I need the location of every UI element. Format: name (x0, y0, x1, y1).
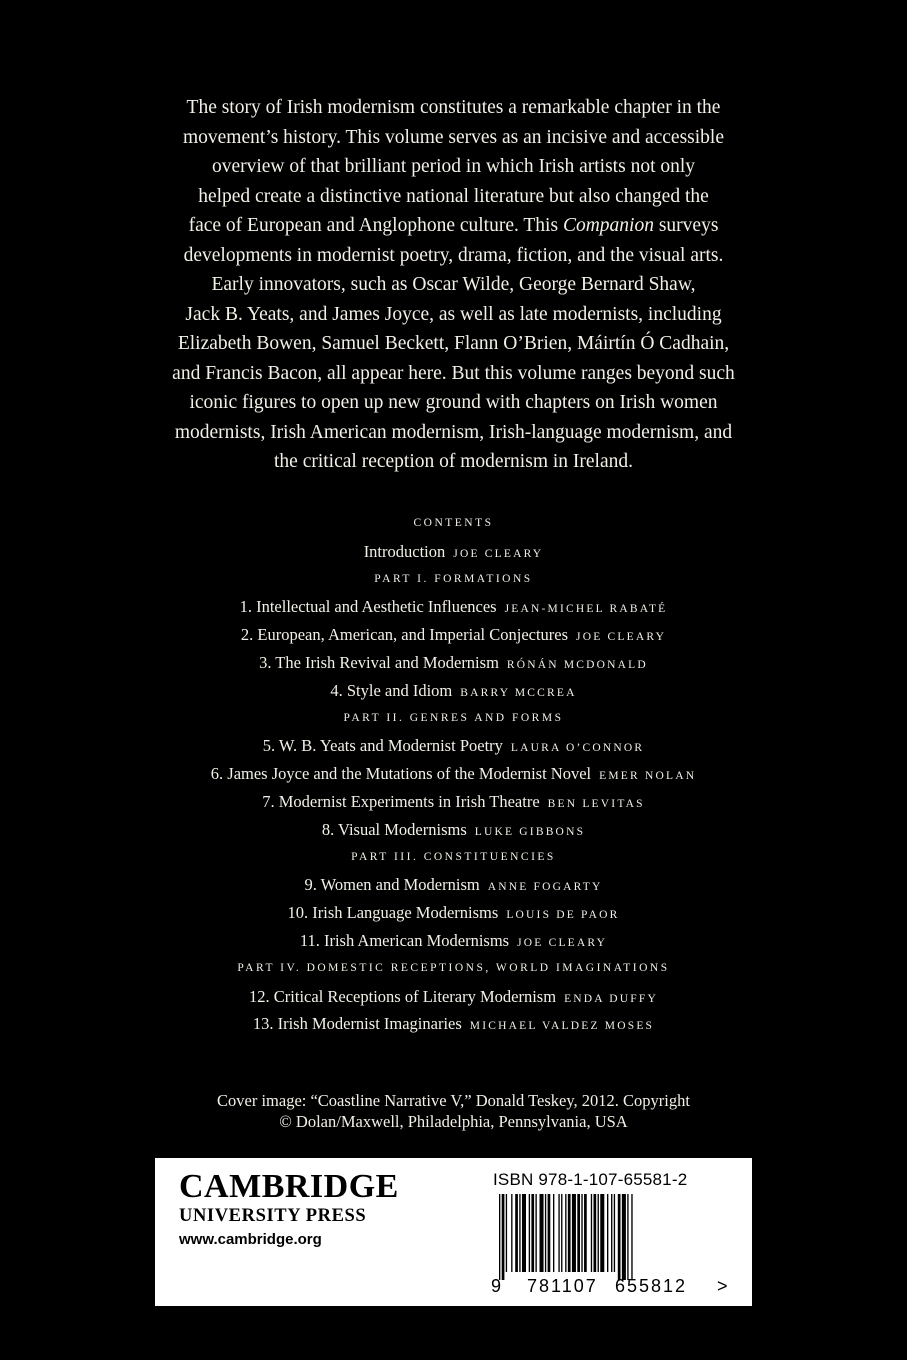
barcode-bar (499, 1194, 500, 1280)
barcode-bar (506, 1194, 507, 1272)
barcode-bar (627, 1194, 628, 1280)
toc-entry (40, 927, 867, 955)
publisher-logo (179, 1168, 399, 1253)
barcode-bar (614, 1194, 615, 1272)
barcode-bar (607, 1194, 608, 1272)
toc-entry (40, 593, 867, 621)
blurb-line: overview of that brilliant period in which Irish artists not only (211, 156, 696, 177)
toc-entry (40, 983, 867, 1011)
toc-entry (40, 677, 867, 705)
barcode-bar (584, 1194, 587, 1272)
toc-chapter-title: 7. Modernist Experiments in Irish Theatre (262, 791, 540, 811)
barcode-bar (600, 1194, 604, 1272)
barcode-bar (511, 1194, 512, 1272)
blurb-line: iconic figures to open up new ground with chapters on Irish women (189, 392, 718, 413)
blurb-line: face of European and Anglophone culture. This Companion surveys (188, 215, 719, 236)
barcode-digits: 9 (491, 1276, 504, 1296)
isbn-label: ISBN 978-1-107-65581-2 (493, 1170, 688, 1189)
blurb-line: Early innovators, such as Oscar Wilde, George Bernard Shaw, (211, 274, 696, 295)
barcode-digits: 781107 (527, 1276, 598, 1296)
toc-chapter-title: 8. Visual Modernisms (321, 819, 467, 839)
barcode-bar (522, 1194, 526, 1272)
toc-chapter-author: JOE CLEARY (517, 936, 608, 949)
toc-part-heading: PART I. FORMATIONS (374, 572, 533, 585)
barcode-bar (515, 1194, 518, 1272)
toc-chapter-author: BEN LEVITAS (547, 797, 645, 810)
toc-chapter-author: ANNE FOGARTY (487, 881, 603, 894)
toc-chapter-title: 6. James Joyce and the Mutations of the Modernist Novel (210, 764, 592, 784)
toc-chapter-author: LAURA O’CONNOR (510, 742, 645, 755)
toc-part-heading: PART IV. DOMESTIC RECEPTIONS, WORLD IMAGINATIONS (237, 961, 670, 974)
toc-entry (40, 1010, 867, 1038)
imprint-panel (155, 1158, 752, 1306)
barcode-bar (581, 1194, 582, 1272)
toc-chapter-author: EMER NOLAN (599, 770, 697, 783)
toc-chapter-title: 11. Irish American Modernisms (299, 930, 510, 950)
publisher-name: CAMBRIDGE (179, 1168, 399, 1205)
barcode-digits: > (717, 1276, 730, 1296)
barcode-bar (611, 1194, 612, 1272)
blurb-line: Jack B. Yeats, and James Joyce, as well as late modernists, including (185, 303, 722, 325)
toc-entry (40, 732, 867, 760)
toc-chapter-author: JOE CLEARY (576, 631, 667, 644)
barcode-bar (553, 1194, 554, 1272)
toc-entry (40, 649, 867, 677)
barcode-bar (622, 1194, 626, 1280)
blurb-line: movement’s history. This volume serves as an incisive and accessible (182, 126, 724, 148)
toc-entry (40, 871, 867, 899)
barcode-bar (577, 1194, 580, 1272)
barcode-bar (568, 1194, 571, 1272)
barcode-bar (548, 1194, 551, 1272)
barcode-bar (558, 1194, 559, 1272)
blurb-line: The story of Irish modernism constitutes a remarkable chapter in the (186, 97, 721, 118)
blurb-line: and Francis Bacon, all appear here. But this volume ranges beyond such (172, 362, 735, 384)
toc-chapter-title: Introduction (363, 541, 446, 561)
barcode-bar (598, 1194, 599, 1272)
credit-line-2: © Dolan/Maxwell, Philadelphia, Pennsylvania, USA (279, 1112, 628, 1131)
credit-line-1: Cover image: “Coastline Narrative V,” Donald Teskey, 2012. Copyright (217, 1091, 690, 1110)
blurb-line: modernists, Irish American modernism, Irish-language modernism, and (174, 421, 733, 443)
blurb-italic-title: Companion (562, 215, 654, 236)
toc-chapter-title: 13. Irish Modernist Imaginaries (252, 1014, 462, 1034)
barcode-bar (591, 1194, 592, 1272)
barcode-bar (502, 1194, 505, 1280)
cover-image-credit (80, 1090, 827, 1132)
barcode-bar (519, 1194, 520, 1272)
barcode-bar (535, 1194, 536, 1272)
toc-part-heading: PART III. CONSTITUENCIES (351, 850, 556, 863)
barcode-bar (565, 1194, 566, 1272)
toc-chapter-author: LOUIS DE PAOR (506, 909, 620, 922)
barcode-bar (618, 1194, 621, 1280)
toc-entry (40, 621, 867, 649)
toc-chapter-author: BARRY MCCREA (460, 686, 577, 699)
toc-entry (40, 538, 867, 566)
barcode-graphic (491, 1194, 731, 1296)
toc-entry (40, 816, 867, 844)
toc-chapter-author: LUKE GIBBONS (474, 825, 586, 838)
toc-chapter-title: 2. European, American, and Imperial Conjectures (240, 625, 569, 645)
barcode-bar (531, 1194, 534, 1272)
table-of-contents (40, 510, 867, 1038)
toc-chapter-author: ENDA DUFFY (564, 992, 658, 1005)
toc-part-heading: PART II. GENRES AND FORMS (343, 711, 564, 724)
toc-chapter-title: 4. Style and Idiom (330, 680, 453, 700)
barcode-bar (529, 1194, 530, 1272)
toc-chapter-title: 10. Irish Language Modernisms (287, 903, 499, 923)
blurb-line: the critical reception of modernism in Ireland. (274, 451, 633, 472)
barcode-bar (594, 1194, 597, 1272)
toc-chapter-author: RÓNÁN MCDONALD (506, 658, 648, 671)
barcode-bar (572, 1194, 576, 1272)
toc-chapter-author: JOE CLEARY (453, 547, 544, 560)
blurb-line: developments in modernist poetry, drama, fiction, and the visual arts. (183, 244, 724, 266)
blurb-line: helped create a distinctive national literature but also changed the (198, 185, 709, 207)
toc-chapter-title: 9. Women and Modernism (304, 875, 480, 895)
toc-chapter-title: 1. Intellectual and Aesthetic Influences (239, 597, 497, 617)
toc-chapter-author: MICHAEL VALDEZ MOSES (469, 1020, 655, 1033)
toc-chapter-title: 3. The Irish Revival and Modernism (259, 652, 499, 672)
contents-heading: CONTENTS (413, 517, 494, 529)
blurb-line: Elizabeth Bowen, Samuel Beckett, Flann O’Brien, Máirtín Ó Cadhain, (177, 333, 730, 354)
back-cover-blurb (80, 93, 827, 477)
toc-entry (40, 788, 867, 816)
barcode-bar (540, 1194, 544, 1272)
toc-chapter-title: 12. Critical Receptions of Literary Modernism (249, 986, 557, 1006)
toc-chapter-title: 5. W. B. Yeats and Modernist Poetry (262, 736, 503, 756)
barcode-digits: 655812 (615, 1276, 688, 1296)
publisher-url: www.cambridge.org (179, 1231, 322, 1248)
toc-entry (40, 760, 867, 788)
isbn-barcode (491, 1194, 731, 1296)
barcode-bar (631, 1194, 632, 1280)
toc-chapter-author: JEAN-MICHEL RABATÉ (504, 603, 668, 616)
toc-entry (40, 899, 867, 927)
barcode-bar (561, 1194, 562, 1272)
barcode-bar (545, 1194, 546, 1272)
publisher-press: UNIVERSITY PRESS (179, 1206, 367, 1226)
